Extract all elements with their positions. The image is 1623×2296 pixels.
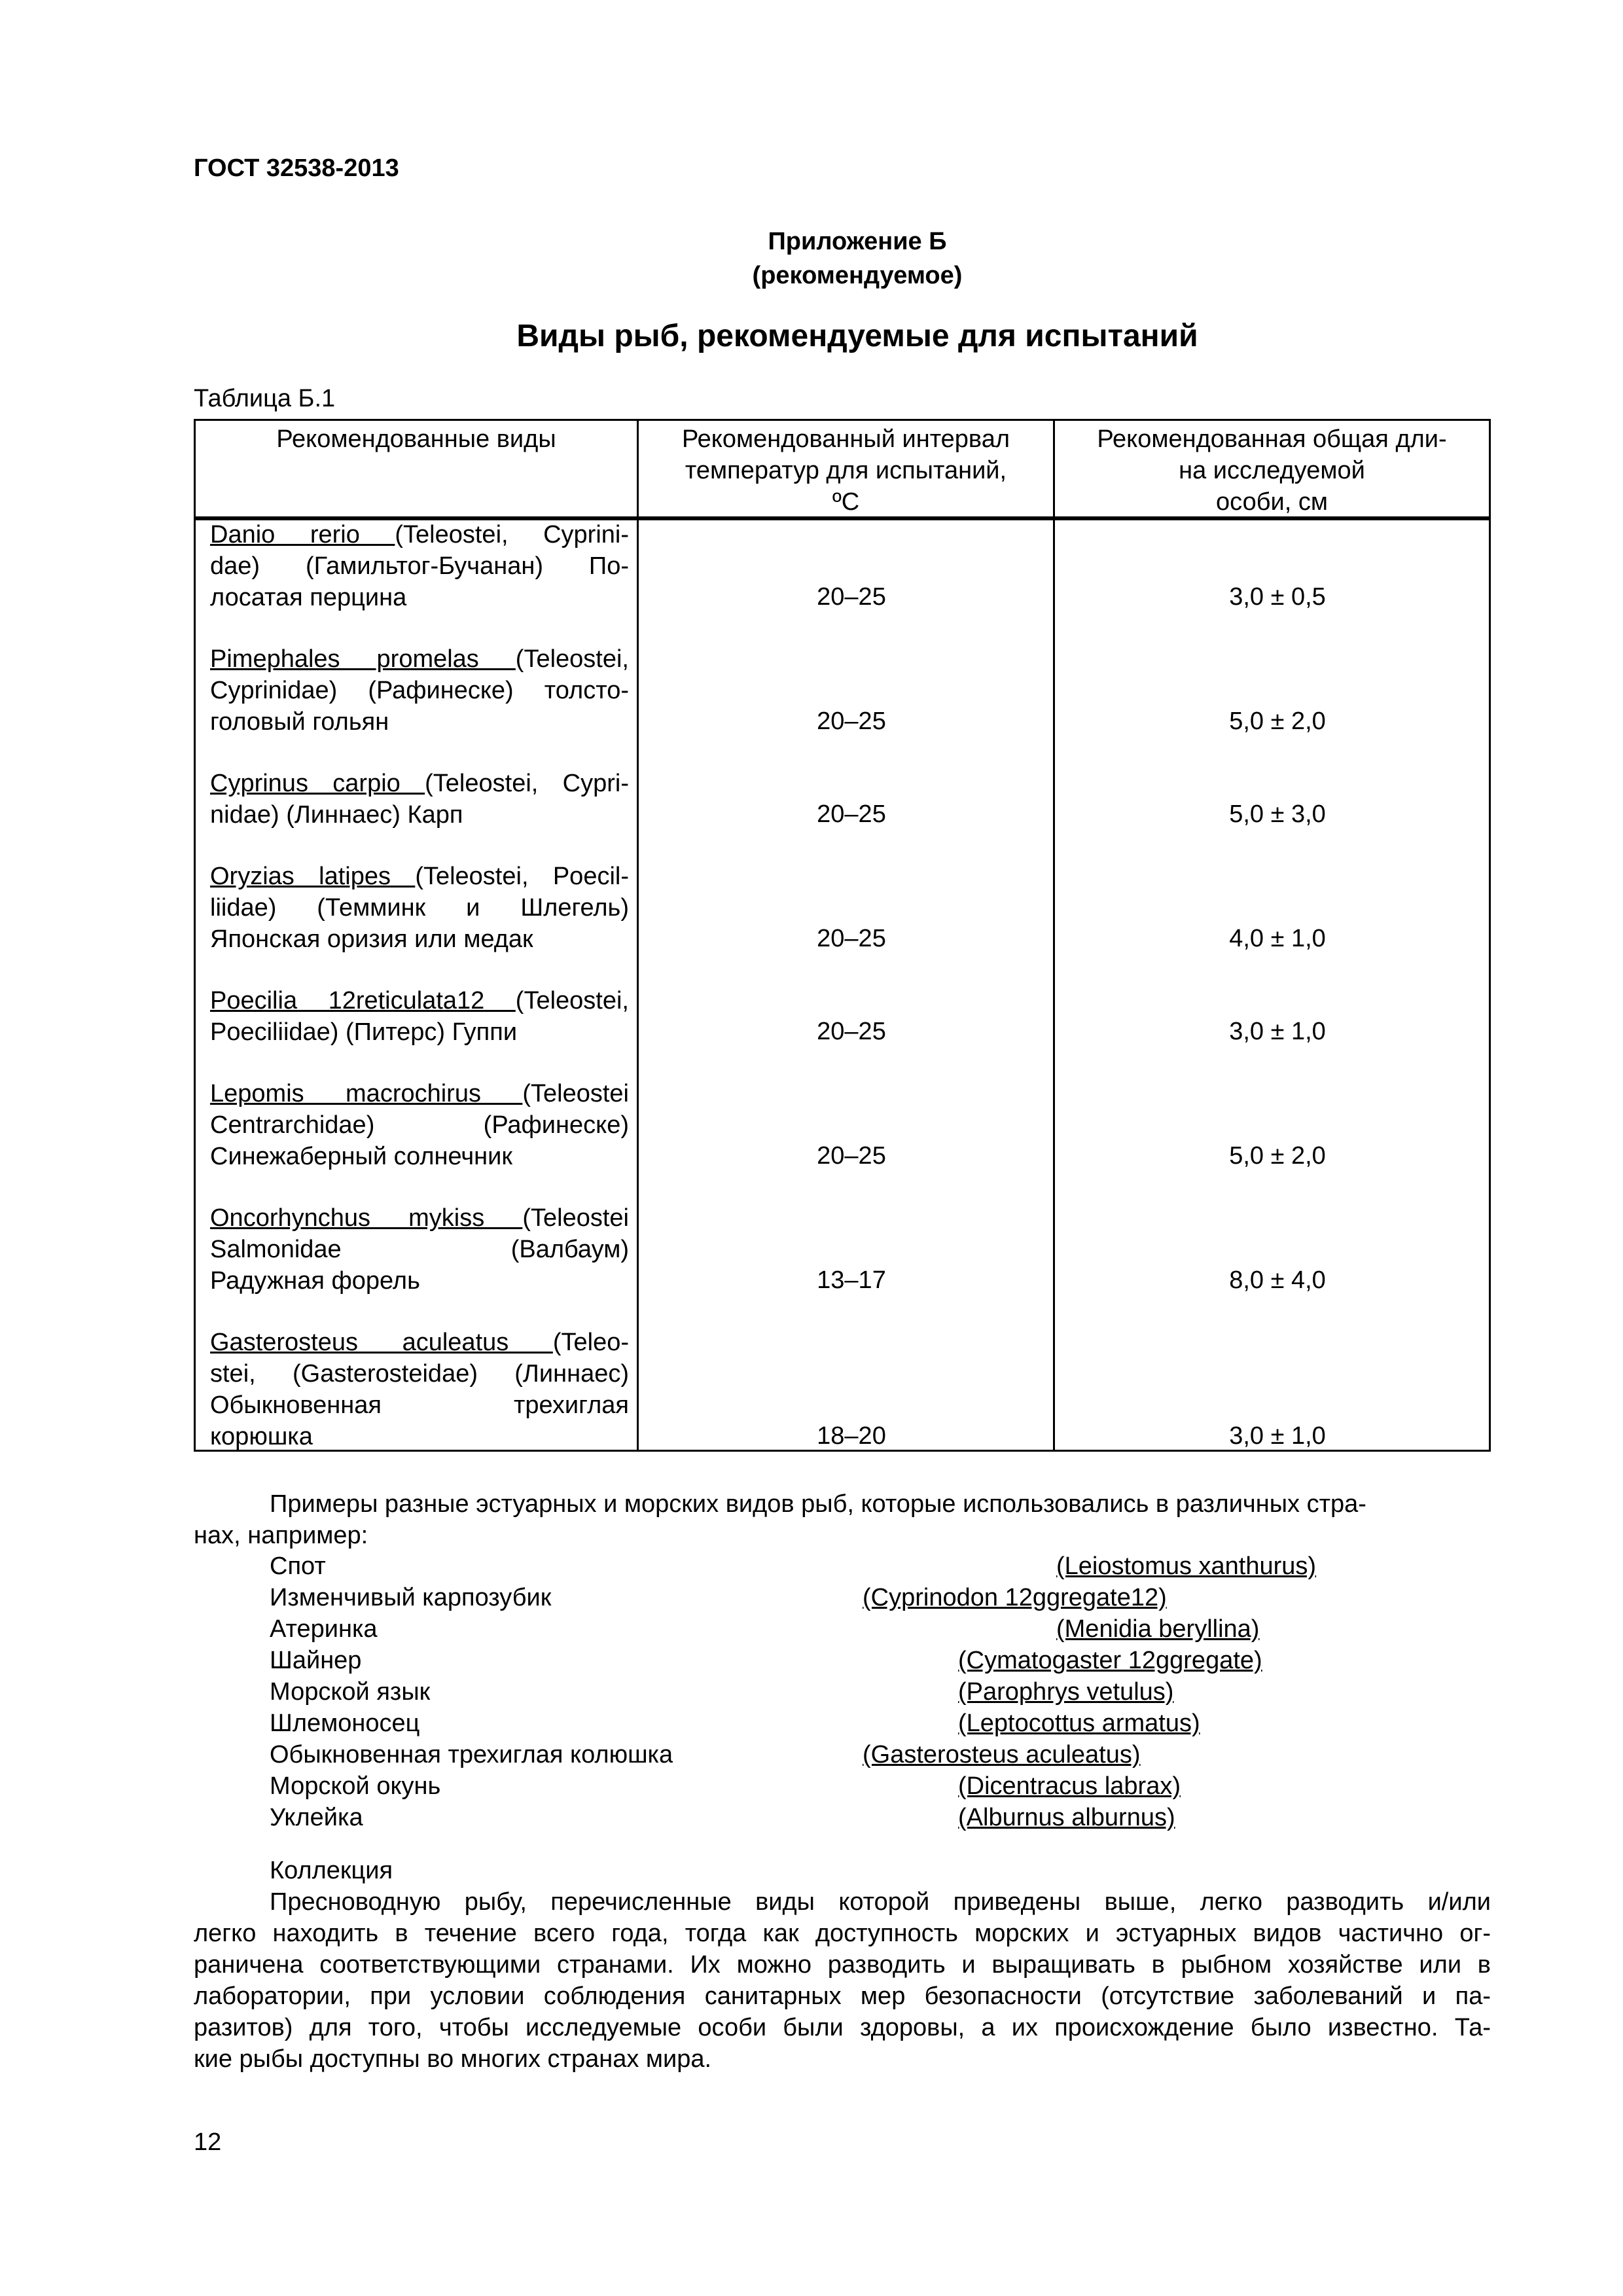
collection-line: кие рыбы доступны во многих странах мира. xyxy=(194,2045,712,2073)
taxonomy-text: (Teleostei, Poecil- xyxy=(415,863,629,890)
header-length: Рекомендованная общая дли- на исследуемой особи, см xyxy=(1097,425,1447,516)
collection-line: раничена соответствующими странами. Их можно разводить и выращивать в рыбном хозяйстве или в xyxy=(194,1951,1491,1979)
appendix-label: Приложение Б xyxy=(768,228,947,255)
species-cell-line: Синежаберный солнечник xyxy=(210,1143,512,1170)
species-cell-line xyxy=(210,985,629,1016)
length-cell: 5,0 ± 2,0 xyxy=(1229,1142,1326,1170)
species-cell xyxy=(210,643,629,738)
species-common-name: Морской язык xyxy=(270,1678,431,1706)
taxonomy-text: (Teleostei, Cyprini- xyxy=(395,521,629,548)
species-common-name: Уклейка xyxy=(270,1804,363,1831)
length-cell: 4,0 ± 1,0 xyxy=(1229,925,1326,952)
species-cell-line xyxy=(210,643,629,675)
species-cell-line xyxy=(210,519,629,550)
species-common-name: Изменчивый карпозубик xyxy=(270,1584,552,1611)
latin-name: Danio rerio xyxy=(210,521,395,548)
species-latin-name: (Menidia beryllina) xyxy=(1056,1615,1260,1643)
temperature-cell: 20–25 xyxy=(817,1018,886,1045)
temperature-cell: 18–20 xyxy=(817,1422,886,1450)
collection-line: лаборатории, при условии соблюдения санитарных мер безопасности (отсутствие заболеваний и па- xyxy=(194,1982,1491,2010)
column-divider xyxy=(637,421,639,1450)
appendix-status: (рекомендуемое) xyxy=(752,262,963,289)
species-cell-line: liidae) (Темминк и Шлегель) xyxy=(210,894,629,922)
species-cell-line: stei, (Gasterosteidae) (Линнаес) xyxy=(210,1360,629,1388)
latin-name: Oryzias latipes xyxy=(210,863,416,890)
latin-name: Lepomis macrochirus xyxy=(210,1080,523,1107)
species-latin-name: (Alburnus alburnus) xyxy=(958,1804,1175,1831)
species-table xyxy=(194,419,1491,1452)
collection-line: легко находить в течение всего года, тогда как доступность морских и эстуарных видов частично ог- xyxy=(194,1920,1491,1947)
header-species: Рекомендованные виды xyxy=(276,425,556,453)
species-latin-name: (Cyprinodon 12ggregate12) xyxy=(863,1584,1167,1611)
appendix-title: Виды рыб, рекомендуемые для испытаний xyxy=(516,319,1198,353)
length-cell: 3,0 ± 1,0 xyxy=(1229,1018,1326,1045)
length-cell: 5,0 ± 3,0 xyxy=(1229,800,1326,828)
temperature-cell: 20–25 xyxy=(817,925,886,952)
length-cell: 8,0 ± 4,0 xyxy=(1229,1266,1326,1294)
species-latin-name: (Leiostomus xanthurus) xyxy=(1056,1552,1317,1580)
species-common-name: Атеринка xyxy=(270,1615,378,1643)
table-caption: Таблица Б.1 xyxy=(194,385,336,412)
page-number: 12 xyxy=(194,2128,222,2156)
taxonomy-text: (Teleo- xyxy=(552,1329,629,1356)
species-cell-line: Salmonidae (Валбаум) xyxy=(210,1236,629,1263)
species-cell xyxy=(210,1327,629,1452)
length-cell: 5,0 ± 2,0 xyxy=(1229,708,1326,735)
species-common-name: Спот xyxy=(270,1552,326,1580)
latin-name: Gasterosteus aculeatus xyxy=(210,1329,553,1356)
species-cell-line: Радужная форель xyxy=(210,1267,420,1295)
latin-name: Oncorhynchus mykiss xyxy=(210,1204,523,1232)
header-temperature: Рекомендованный интервал температур для испытаний, ºС xyxy=(681,425,1010,516)
temperature-cell: 20–25 xyxy=(817,800,886,828)
species-cell xyxy=(210,519,629,613)
species-cell-line xyxy=(210,861,629,892)
temperature-cell: 13–17 xyxy=(817,1266,886,1294)
species-common-name: Обыкновенная трехиглая колюшка xyxy=(270,1741,673,1768)
standard-number: ГОСТ 32538-2013 xyxy=(194,154,399,182)
latin-name: Cyprinus carpio xyxy=(210,770,425,797)
taxonomy-text: (Teleostei, xyxy=(515,987,629,1014)
species-cell xyxy=(210,1078,629,1172)
species-latin-name: (Cymatogaster 12ggregate) xyxy=(958,1647,1262,1674)
species-cell xyxy=(210,985,629,1048)
species-common-name: Шлемоносец xyxy=(270,1710,420,1737)
species-cell xyxy=(210,1202,629,1297)
latin-name: Pimephales promelas xyxy=(210,645,516,673)
species-cell-line: лосатая перцина xyxy=(210,584,407,611)
examples-intro: Примеры разные эстуарных и морских видов рыб, которые использовались в различных стра- нах, например: xyxy=(194,1490,1366,1549)
species-latin-name: (Parophrys vetulus) xyxy=(958,1678,1174,1706)
collection-line: разитов) для того, чтобы исследуемые особи были здоровы, а их происхождение было известно. Та- xyxy=(194,2014,1491,2041)
species-cell-line xyxy=(210,768,629,799)
species-latin-name: (Leptocottus armatus) xyxy=(958,1710,1200,1737)
taxonomy-text: (Teleostei xyxy=(522,1204,629,1232)
length-cell: 3,0 ± 1,0 xyxy=(1229,1422,1326,1450)
species-cell-line xyxy=(210,1078,629,1109)
species-cell-line: Poeciliidae) (Питерс) Гуппи xyxy=(210,1018,518,1046)
collection-line: Пресноводную рыбу, перечисленные виды которой приведены выше, легко разводить и/или xyxy=(270,1888,1491,1916)
species-common-name: Шайнер xyxy=(270,1647,362,1674)
taxonomy-text: (Teleostei, xyxy=(515,645,629,673)
species-cell-line: корюшка xyxy=(210,1423,313,1450)
species-cell-line: Cyprinidae) (Рафинеске) толсто- xyxy=(210,677,629,704)
species-cell xyxy=(210,768,629,831)
taxonomy-text: (Teleostei xyxy=(522,1080,629,1107)
species-latin-name: (Dicentracus labrax) xyxy=(958,1772,1181,1800)
collection-heading: Коллекция xyxy=(270,1857,393,1884)
taxonomy-text: (Teleostei, Cypri- xyxy=(425,770,630,797)
species-cell-line xyxy=(210,1202,629,1234)
length-cell: 3,0 ± 0,5 xyxy=(1229,583,1326,611)
species-cell-line: Обыкновенная трехиглая xyxy=(210,1391,629,1419)
species-cell-line: Японская оризия или медак xyxy=(210,925,533,953)
species-cell-line: dae) (Гамильтог-Бучанан) По- xyxy=(210,552,629,580)
species-cell-line: Centrarchidae) (Рафинеске) xyxy=(210,1111,629,1139)
species-cell-line xyxy=(210,1327,629,1358)
species-cell-line: nidae) (Линнаес) Карп xyxy=(210,801,463,829)
species-latin-name: (Gasterosteus aculeatus) xyxy=(863,1741,1141,1768)
latin-name: Poecilia 12reticulata12 xyxy=(210,987,516,1014)
temperature-cell: 20–25 xyxy=(817,708,886,735)
species-common-name: Морской окунь xyxy=(270,1772,441,1800)
species-cell-line: головый гольян xyxy=(210,708,389,736)
temperature-cell: 20–25 xyxy=(817,583,886,611)
temperature-cell: 20–25 xyxy=(817,1142,886,1170)
collection-section xyxy=(194,1855,1491,2075)
species-cell xyxy=(210,861,629,955)
